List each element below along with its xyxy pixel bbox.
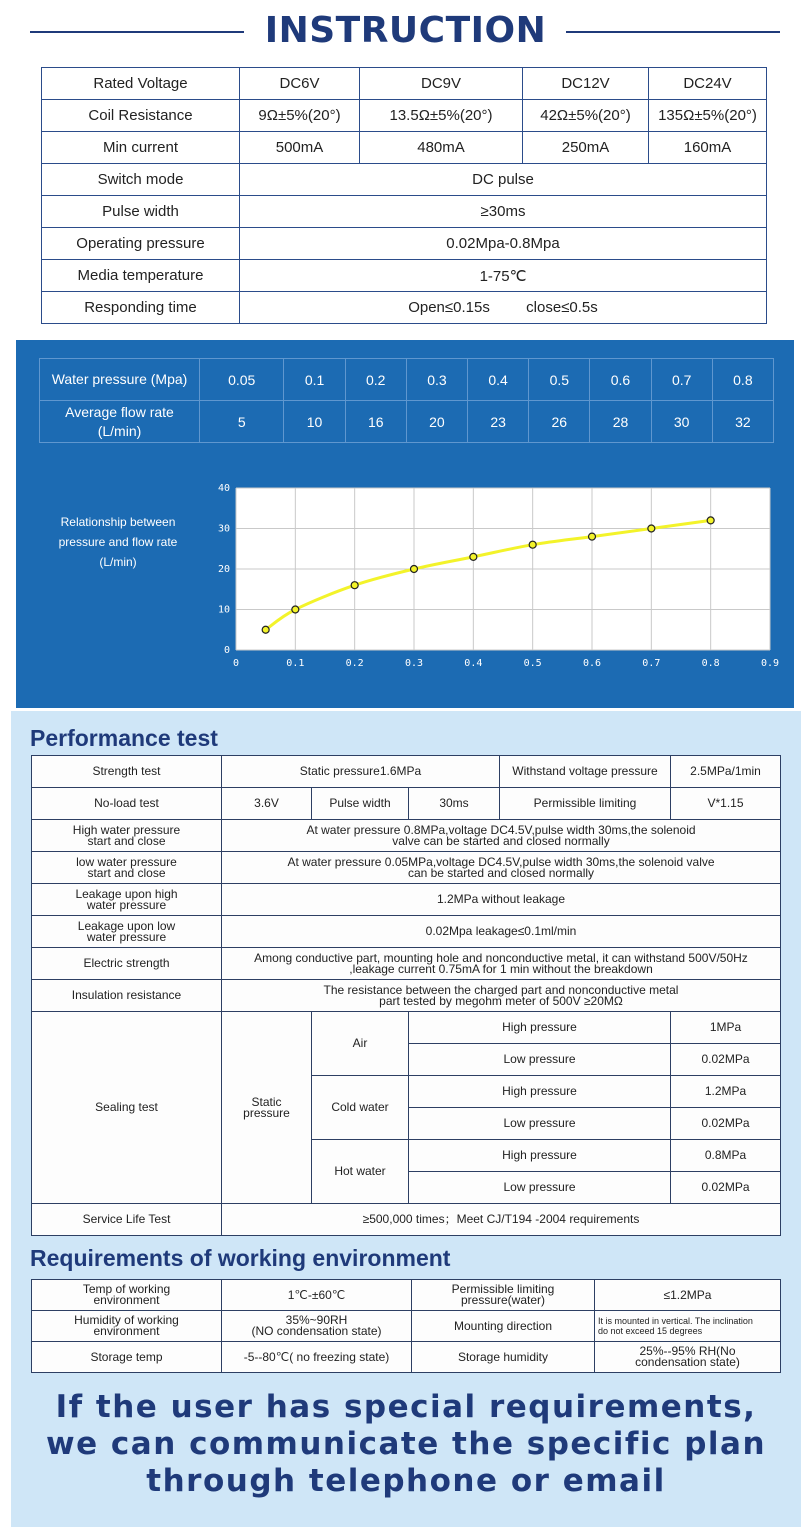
data-point [351, 582, 358, 589]
table-row [40, 359, 774, 401]
data-point [262, 626, 269, 633]
closing-message [11, 1389, 801, 1500]
flow-cell: 5 [200, 401, 284, 443]
performance-table [31, 755, 781, 1236]
voltage-cell: DC12V [523, 68, 649, 100]
label-line: pressure [243, 1105, 290, 1120]
min-current-label: Min current [42, 132, 240, 164]
x-tick-label: 0.8 [701, 658, 720, 669]
voltage-cell: DC6V [240, 68, 360, 100]
insulation-resistance-value [222, 980, 781, 1012]
permissible-limiting-label: Permissible limiting [500, 788, 671, 820]
table-row [32, 756, 781, 788]
instruction-section [0, 0, 811, 340]
table-row [32, 1342, 781, 1373]
service-life-value: ≥500,000 times；Meet CJ/T194 -2004 requirements [222, 1204, 781, 1236]
table-row [42, 100, 767, 132]
label-line: water pressure [86, 897, 167, 912]
closing-line: we can communicate the specific plan [45, 1426, 767, 1462]
data-point [589, 533, 596, 540]
hot-water-label: Hot water [312, 1140, 409, 1204]
label-line: Leakage upon low [77, 918, 176, 933]
air-high-value: 1MPa [671, 1012, 781, 1044]
mounting-direction-label: Mounting direction [412, 1311, 595, 1342]
flow-panel [16, 340, 794, 708]
pressure-cell: 0.1 [284, 359, 345, 401]
high-pressure-label [32, 820, 222, 852]
water-pressure-label: Water pressure (Mpa) [40, 359, 200, 401]
low-pressure-label: Low pressure [409, 1044, 671, 1076]
text-line: At water pressure 0.05MPa,voltage DC4.5V,pulse width 30ms,the solenoid valve [287, 854, 715, 869]
current-cell: 160mA [649, 132, 767, 164]
current-cell: 250mA [523, 132, 649, 164]
table-row [32, 980, 781, 1012]
text-line: 25%--95% RH(No [639, 1344, 736, 1358]
flow-cell: 26 [529, 401, 590, 443]
label-line: High water pressure [72, 822, 181, 837]
x-tick-label: 0 [232, 658, 240, 669]
storage-temp-label: Storage temp [32, 1342, 222, 1373]
pressure-cell: 0.4 [468, 359, 529, 401]
closing-line: through telephone or email [146, 1463, 666, 1499]
close-time: close≤0.5s [526, 299, 598, 316]
resistance-cell: 13.5Ω±5%(20°) [360, 100, 523, 132]
service-life-label: Service Life Test [32, 1204, 222, 1236]
table-row [42, 260, 767, 292]
pressure-cell: 0.6 [590, 359, 651, 401]
cold-low-value: 0.02MPa [671, 1108, 781, 1140]
high-pressure-label: High pressure [409, 1012, 671, 1044]
humidity-working-label [32, 1311, 222, 1342]
coil-resistance-label: Coil Resistance [42, 100, 240, 132]
voltage-cell: DC24V [649, 68, 767, 100]
environment-table [31, 1279, 781, 1373]
text-line: part tested by megohm meter of 500V ≥20MΩ [379, 993, 623, 1008]
x-tick-label: 0.3 [404, 658, 424, 669]
label-line: water pressure [86, 929, 167, 944]
chart-title [48, 512, 188, 572]
data-point [529, 541, 536, 548]
x-tick-label: 0.9 [760, 658, 780, 669]
leakage-high-value: 1.2MPa without leakage [222, 884, 781, 916]
temp-working-value: 1℃-±60℃ [222, 1280, 412, 1311]
text-line: (NO condensation state) [251, 1324, 382, 1338]
sealing-test-label: Sealing test [32, 1012, 222, 1204]
label-line: low water pressure [76, 854, 177, 869]
leakage-low-value: 0.02Mpa leakage≤0.1ml/min [222, 916, 781, 948]
voltage-cell: DC9V [360, 68, 523, 100]
low-pressure-label [32, 852, 222, 884]
chart-title-line2: pressure and flow rate [58, 535, 178, 549]
table-row [32, 916, 781, 948]
table-row [42, 68, 767, 100]
table-row [40, 401, 774, 443]
pulse-width-value: 30ms [409, 788, 500, 820]
storage-humidity-label: Storage humidity [412, 1342, 595, 1373]
data-point [411, 566, 418, 573]
x-tick-label: 0.1 [286, 658, 305, 669]
chart-title-line1: Relationship between [60, 515, 176, 529]
table-row [32, 1280, 781, 1311]
x-tick-label: 0.7 [642, 658, 661, 669]
chart-title-line3: (L/min) [99, 555, 137, 569]
label-line: Leakage upon high [75, 886, 178, 901]
flow-cell: 23 [468, 401, 529, 443]
switch-mode-value: DC pulse [240, 164, 767, 196]
no-load-voltage: 3.6V [222, 788, 312, 820]
y-tick-label: 20 [217, 564, 230, 575]
table-row [32, 884, 781, 916]
current-cell: 500mA [240, 132, 360, 164]
text-line: do not exceed 15 degrees [598, 1326, 703, 1336]
pulse-width-label: Pulse width [42, 196, 240, 228]
high-pressure-label: High pressure [409, 1076, 671, 1108]
label-line: environment [93, 1324, 160, 1338]
operating-pressure-value: 0.02Mpa-0.8Mpa [240, 228, 767, 260]
flow-cell: 20 [406, 401, 467, 443]
strength-test-value: Static pressure1.6MPa [222, 756, 500, 788]
pressure-cell: 0.5 [529, 359, 590, 401]
pulse-width-label: Pulse width [312, 788, 409, 820]
switch-mode-label: Switch mode [42, 164, 240, 196]
performance-section [11, 711, 801, 1527]
y-tick-label: 10 [217, 604, 230, 616]
low-pressure-value [222, 852, 781, 884]
withstand-voltage-label: Withstand voltage pressure [500, 756, 671, 788]
table-row [32, 1204, 781, 1236]
hot-low-value: 0.02MPa [671, 1172, 781, 1204]
flow-cell: 28 [590, 401, 651, 443]
table-row [42, 164, 767, 196]
electric-strength-value [222, 948, 781, 980]
high-pressure-label: High pressure [409, 1140, 671, 1172]
table-row [32, 820, 781, 852]
closing-line: If the user has special requirements, [55, 1389, 757, 1425]
leakage-low-label [32, 916, 222, 948]
flow-rate-label-line1: Average flow rate [65, 403, 174, 420]
flow-cell: 16 [345, 401, 406, 443]
table-row [42, 196, 767, 228]
text-line: At water pressure 0.8MPa,voltage DC4.5V,pulse width 30ms,the solenoid [306, 822, 696, 837]
text-line: can be started and closed normally [407, 865, 595, 880]
air-low-value: 0.02MPa [671, 1044, 781, 1076]
low-pressure-label: Low pressure [409, 1108, 671, 1140]
text-line: condensation state) [635, 1355, 740, 1369]
label-line: pressure(water) [460, 1293, 546, 1307]
page-title: INSTRUCTION [264, 10, 547, 51]
withstand-voltage-value: 2.5MPa/1min [671, 756, 781, 788]
permissible-limiting-value: V*1.15 [671, 788, 781, 820]
performance-title: Performance test [30, 725, 218, 751]
text-line: The resistance between the charged part and nonconductive metal [323, 982, 679, 997]
data-point [707, 517, 714, 524]
flow-rate-label-line2: (L/min) [97, 422, 142, 439]
x-tick-label: 0.4 [464, 658, 483, 669]
limiting-pressure-label [412, 1280, 595, 1311]
no-load-test-label: No-load test [32, 788, 222, 820]
text-line: valve can be started and closed normally [392, 833, 610, 848]
y-tick-label: 40 [217, 483, 230, 494]
hot-high-value: 0.8MPa [671, 1140, 781, 1172]
open-time: Open≤0.15s [408, 299, 490, 316]
y-tick-label: 0 [223, 645, 230, 656]
mounting-direction-value [595, 1311, 781, 1342]
pressure-flow-chart [196, 480, 786, 680]
x-tick-label: 0.2 [345, 658, 364, 669]
label-line: Permissible limiting [451, 1282, 555, 1296]
responding-time-label: Responding time [42, 292, 240, 324]
text-line: ,leakage current 0.75mA for 1 min without the breakdown [349, 961, 653, 976]
media-temperature-value: 1-75℃ [240, 260, 767, 292]
pressure-cell: 0.2 [345, 359, 406, 401]
table-row [32, 788, 781, 820]
pulse-width-value: ≥30ms [240, 196, 767, 228]
cold-high-value: 1.2MPa [671, 1076, 781, 1108]
rated-voltage-label: Rated Voltage [42, 68, 240, 100]
label-line: start and close [87, 865, 166, 880]
current-cell: 480mA [360, 132, 523, 164]
high-pressure-value [222, 820, 781, 852]
data-point [292, 606, 299, 613]
flow-table [39, 358, 774, 443]
pressure-cell: 0.3 [406, 359, 467, 401]
data-point [648, 525, 655, 532]
x-tick-label: 0.6 [582, 658, 602, 669]
pressure-cell: 0.8 [712, 359, 773, 401]
limiting-pressure-value: ≤1.2MPa [595, 1280, 781, 1311]
leakage-high-label [32, 884, 222, 916]
storage-temp-value: -5--80℃( no freezing state) [222, 1342, 412, 1373]
table-row [32, 1012, 781, 1044]
table-row [32, 1311, 781, 1342]
x-tick-label: 0.5 [523, 658, 542, 669]
label-line: start and close [87, 833, 166, 848]
insulation-resistance-label: Insulation resistance [32, 980, 222, 1012]
table-row [32, 948, 781, 980]
pressure-cell: 0.05 [200, 359, 284, 401]
flow-cell: 10 [284, 401, 345, 443]
static-pressure-label [222, 1012, 312, 1204]
table-row [42, 292, 767, 324]
text-line: 35%~90RH [285, 1313, 348, 1327]
data-point [470, 553, 477, 560]
y-tick-label: 30 [217, 523, 230, 535]
temp-working-label [32, 1280, 222, 1311]
operating-pressure-label: Operating pressure [42, 228, 240, 260]
storage-humidity-value [595, 1342, 781, 1373]
resistance-cell: 135Ω±5%(20°) [649, 100, 767, 132]
media-temperature-label: Media temperature [42, 260, 240, 292]
label-line: Temp of working [82, 1282, 171, 1296]
table-row [32, 852, 781, 884]
resistance-cell: 42Ω±5%(20°) [523, 100, 649, 132]
label-line: Static [251, 1094, 282, 1109]
cold-water-label: Cold water [312, 1076, 409, 1140]
table-row [42, 132, 767, 164]
flow-cell: 32 [712, 401, 773, 443]
spec-table [41, 67, 767, 324]
label-line: environment [93, 1293, 160, 1307]
low-pressure-label: Low pressure [409, 1172, 671, 1204]
humidity-working-value [222, 1311, 412, 1342]
text-line: It is mounted in vertical. The inclination [598, 1316, 753, 1326]
label-line: Humidity of working [74, 1313, 179, 1327]
environment-title: Requirements of working environment [30, 1245, 451, 1271]
resistance-cell: 9Ω±5%(20°) [240, 100, 360, 132]
pressure-cell: 0.7 [651, 359, 712, 401]
strength-test-label: Strength test [32, 756, 222, 788]
flow-cell: 30 [651, 401, 712, 443]
flow-rate-label [40, 401, 200, 443]
table-row [42, 228, 767, 260]
air-label: Air [312, 1012, 409, 1076]
electric-strength-label: Electric strength [32, 948, 222, 980]
responding-time-value [240, 292, 767, 324]
text-line: Among conductive part, mounting hole and nonconductive metal, it can withstand 500V/50Hz [254, 950, 748, 965]
